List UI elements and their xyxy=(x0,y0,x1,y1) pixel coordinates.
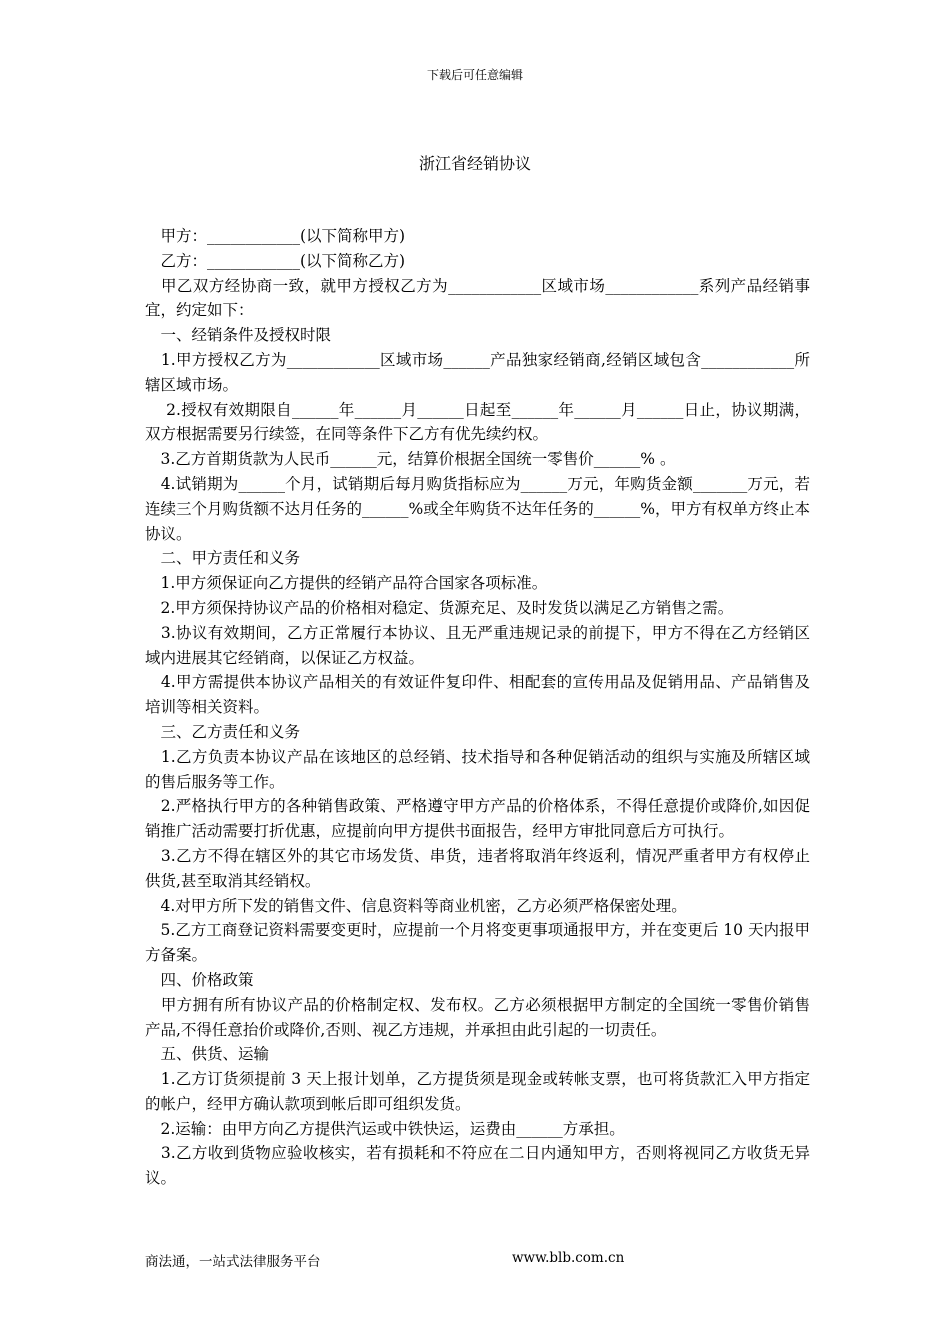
clause: 2.甲方须保持协议产品的价格相对稳定、货源充足、及时发货以满足乙方销售之需。 xyxy=(145,598,734,617)
header-note: 下载后可任意编辑 xyxy=(426,68,523,82)
document-title: 浙江省经销协议 xyxy=(418,154,531,173)
preamble: 甲乙双方经协商一致，就甲方授权乙方为____________区域市场____________系列产品经销事宜，约定如下： xyxy=(145,276,810,320)
agreement-body xyxy=(145,224,810,1191)
clause: 2.授权有效期限自______年______月______日起至______年______月______日止，协议期满，双方根据需要另行续签，在同等条件下乙方有优先续约权。 xyxy=(145,400,810,444)
section-heading: 一、经销条件及授权时限 xyxy=(145,326,332,345)
section-heading: 四、价格政策 xyxy=(145,970,254,989)
clause: 2.严格执行甲方的各种销售政策、严格遵守甲方产品的价格体系，不得任意提价或降价,如因促销推广活动需要打折优惠，应提前向甲方提供书面报告，经甲方审批同意后方可执行。 xyxy=(145,797,810,841)
section-heading: 三、乙方责任和义务 xyxy=(145,722,301,741)
party-b-line: 乙方：____________(以下简称乙方) xyxy=(145,251,406,270)
clause: 2.运输：由甲方向乙方提供汽运或中铁快运，运费由______方承担。 xyxy=(145,1119,625,1138)
section-heading: 五、供货、运输 xyxy=(145,1045,270,1064)
clause: 3.乙方收到货物应验收核实，若有损耗和不符应在二日内通知甲方，否则将视同乙方收货无异议。 xyxy=(145,1144,810,1188)
clause: 1.乙方订货须提前 3 天上报计划单，乙方提货须是现金或转帐支票，也可将货款汇入甲方指定的帐户，经甲方确认款项到帐后即可组织发货。 xyxy=(145,1070,810,1113)
clause: 1.甲方须保证向乙方提供的经销产品符合国家各项标准。 xyxy=(145,574,548,593)
clause: 3.乙方首期货款为人民币______元，结算价根据全国统一零售价______% 。 xyxy=(145,450,676,469)
clause: 4.试销期为______个月，试销期后每月购货指标应为______万元，年购货金额_______万元，若连续三个月购货额不达月任务的______%或全年购货不达年任务的______%，甲方有权单方终止本协议。 xyxy=(145,474,810,543)
clause: 5.乙方工商登记资料需要变更时，应提前一个月将变更事项通报甲方，并在变更后 10 天内报甲方备案。 xyxy=(145,921,810,965)
clause: 4.对甲方所下发的销售文件、信息资料等商业机密，乙方必须严格保密处理。 xyxy=(145,896,687,915)
section-heading: 二、甲方责任和义务 xyxy=(145,549,301,568)
clause: 1.乙方负责本协议产品在该地区的总经销、技术指导和各种促销活动的组织与实施及所辖区域的售后服务等工作。 xyxy=(145,747,810,791)
clause: 甲方拥有所有协议产品的价格制定权、发布权。乙方必须根据甲方制定的全国统一零售价销售产品,不得任意抬价或降价,否则、视乙方违规，并承担由此引起的一切责任。 xyxy=(145,995,810,1039)
clause: 1.甲方授权乙方为____________区域市场______产品独家经销商,经销区域包含____________所辖区域市场。 xyxy=(145,350,810,394)
clause: 3.乙方不得在辖区外的其它市场发货、串货，违者将取消年终返利，情况严重者甲方有权停止供货,甚至取消其经销权。 xyxy=(145,846,810,890)
clause: 3.协议有效期间，乙方正常履行本协议、且无严重违规记录的前提下，甲方不得在乙方经销区域内进展其它经销商，以保证乙方权益。 xyxy=(145,623,810,667)
footer-url: www.blb.com.cn xyxy=(512,1250,625,1266)
footer-brand: 商法通，一站式法律服务平台 xyxy=(145,1254,321,1270)
clause: 4.甲方需提供本协议产品相关的有效证件复印件、相配套的宣传用品及促销用品、产品销售及培训等相关资料。 xyxy=(145,673,810,717)
party-a-line: 甲方：____________(以下简称甲方) xyxy=(145,227,406,245)
